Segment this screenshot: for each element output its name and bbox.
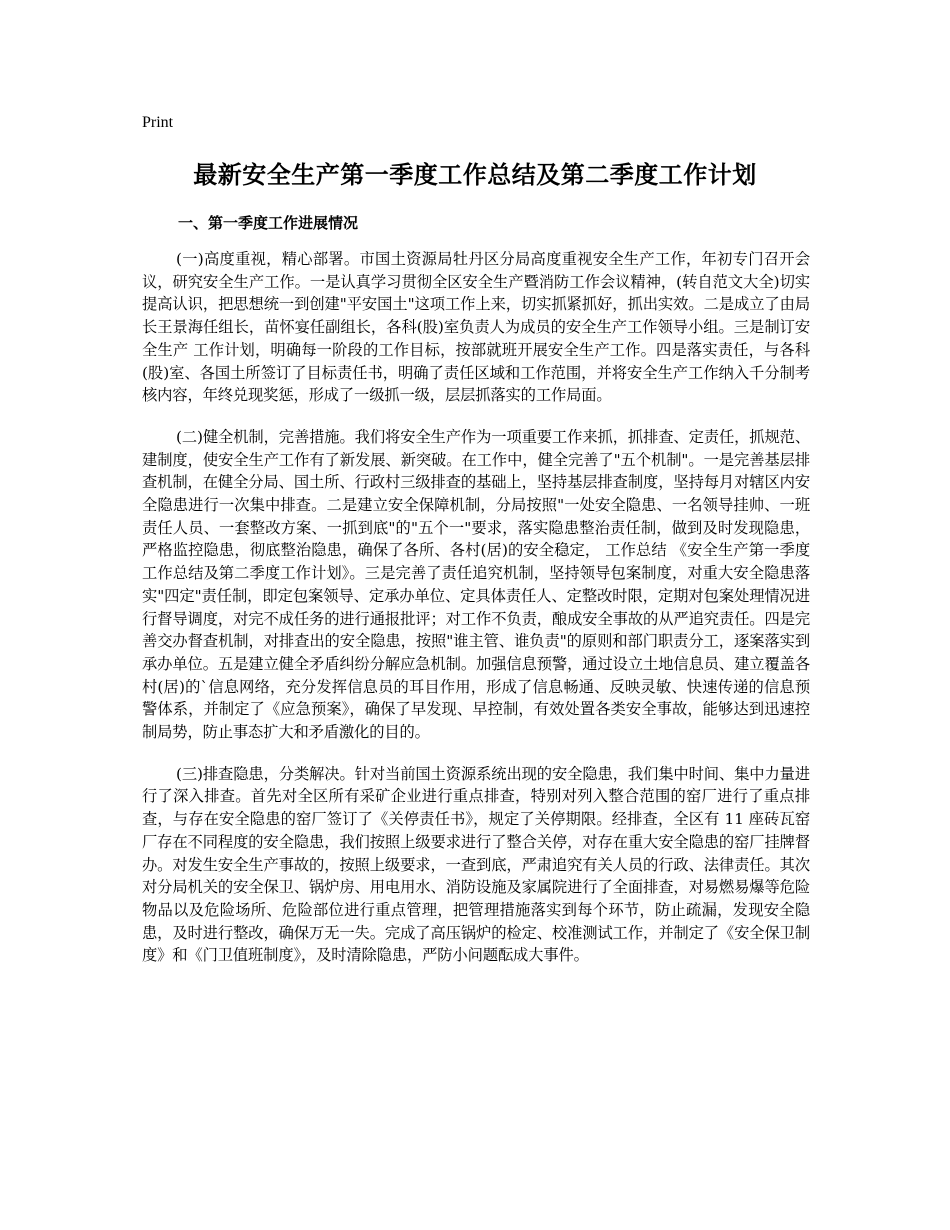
section-heading: 一、第一季度工作进展情况 [178,214,359,232]
document-body [142,212,810,986]
paragraph-2: (二)健全机制，完善措施。我们将安全生产作为一项重要工作来抓，抓排查、定责任，抓规范、建制度，使安全生产工作有了新发展、新突破。在工作中，健全完善了"五个机制"。一是完善基层排查机制，在健全分局、国土所、行政村三级排查的基础上，坚持基层排查制度，坚持每月对辖区内安全隐患进行一次集中排查。二是建立安全保障机制，分局按照"一处安全隐患、一名领导挂帅、一班责任人员、一套整改方案、一抓到底"的"五个一"要求，落实隐患整治责任制，做到及时发现隐患，严格监控隐患，彻底整治隐患，确保了各所、各村(居)的安全稳定， 工作总结 《安全生产第一季度工作总结及第二季度工作计划》。三是完善了责任追究机制，坚持领导包案制度，对重大安全隐患落实"四定"责任制，即定包案领导、定承办单位、定具体责任人、定整改时限，定期对包案处理情况进行督导调度，对完不成任务的进行通报批评；对工作不负责，酿成安全事故的从严追究责任。四是完善交办督查机制，对排查出的安全隐患，按照"谁主管、谁负责"的原则和部门职责分工，逐案落实到承办单位。五是建立健全矛盾纠纷分解应急机制。加强信息预警，通过设立土地信息员、建立覆盖各村(居)的`信息网络，充分发挥信息员的耳目作用，形成了信息畅通、反映灵敏、快速传递的信息预警体系，并制定了《应急预案》，确保了早发现、早控制，有效处置各类安全事故，能够达到迅速控制局势，防止事态扩大和矛盾激化的目的。 [142,427,810,742]
paragraph-3: (三)排查隐患，分类解决。针对当前国土资源系统出现的安全隐患，我们集中时间、集中力量进行了深入排查。首先对全区所有采矿企业进行重点排查，特别对列入整合范围的窑厂进行了重点排查，与存在安全隐患的窑厂签订了《关停责任书》，规定了关停期限。经排查，全区有 11 座砖瓦窑厂存在不同程度的安全隐患，我们按照上级要求进行了整合关停，对存在重大安全隐患的窑厂挂牌督办。对发生安全生产事故的，按照上级要求，一查到底，严肃追究有关人员的行政、法律责任。其次对分局机关的安全保卫、锅炉房、用电用水、消防设施及家属院进行了全面排查，对易燃易爆等危险物品以及危险场所、危险部位进行重点管理，把管理措施落实到每个环节，防止疏漏，发现安全隐患，及时进行整改，确保万无一失。完成了高压锅炉的检定、校准测试工作，并制定了《安全保卫制度》和《门卫值班制度》，及时清除隐患，严防小问题酝成大事件。 [142,764,810,965]
print-link[interactable]: Print [142,114,174,131]
paragraph-1: (一)高度重视，精心部署。市国土资源局牡丹区分局高度重视安全生产工作，年初专门召开会议，研究安全生产工作。一是认真学习贯彻全区安全生产暨消防工作会议精神，(转自范文大全)切实提高认识，把思想统一到创建"平安国土"这项工作上来，切实抓紧抓好，抓出实效。二是成立了由局长王景海任组长，苗怀宴任副组长，各科(股)室负责人为成员的安全生产工作领导小组。三是制订安全生产 工作计划，明确每一阶段的工作目标，按部就班开展安全生产工作。四是落实责任，与各科(股)室、各国土所签订了目标责任书，明确了责任区域和工作范围，并将安全生产工作纳入千分制考核内容，年终兑现奖惩，形成了一级抓一级，层层抓落实的工作局面。 [142,250,810,405]
document-title: 最新安全生产第一季度工作总结及第二季度工作计划 [193,161,757,189]
